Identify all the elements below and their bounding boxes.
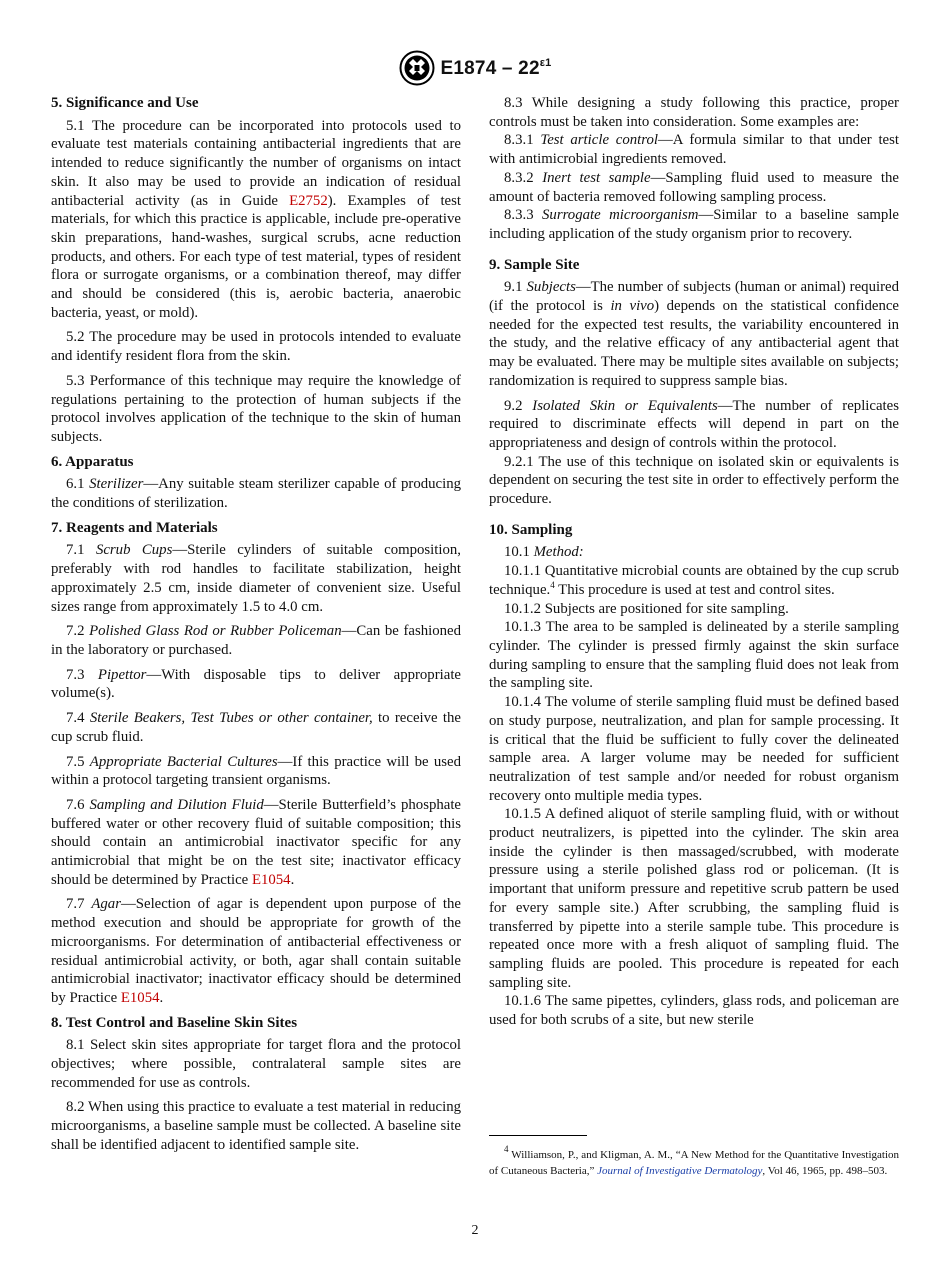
section-heading-6: 6. Apparatus bbox=[51, 453, 134, 470]
paragraph-10-1: 10.1 Method: bbox=[504, 544, 584, 561]
paragraph-8-3-2: 8.3.2 Inert test sample—Sampling fluid used to measure the amount of bacteria removed following sampling process. bbox=[489, 169, 899, 205]
paragraph-5-3: 5.3 Performance of this technique may require the knowledge of regulations pertaining to the protection of human subjects if the protocol involves application of the technique to the skin of human subjects. bbox=[51, 372, 461, 445]
section-heading-9: 9. Sample Site bbox=[489, 256, 580, 273]
link-e1054[interactable]: E1054 bbox=[251, 871, 291, 888]
paragraph-7-2: 7.2 Polished Glass Rod or Rubber Policeman—Can be fashioned in the laboratory or purchased. bbox=[51, 623, 461, 658]
footnote-4: $^4$ Williamson, P., and Kligman, A. M., “A New Method for the Quantitative Investigation of Cutaneous Bacteria,” Journal of Investigative Dermatology, Vol 46, 1965, pp. 498–503. bbox=[489, 1144, 899, 1177]
standard-designation: $E1874 - 22^{\varepsilon 1}$ bbox=[440, 56, 552, 79]
paragraph-8-3: 8.3 While designing a study following this practice, proper controls must be taken into consideration. Some examples are: bbox=[489, 95, 899, 130]
journal-link[interactable]: Journal of Investigative Dermatology bbox=[597, 1164, 763, 1177]
paragraph-10-1-1: 10.1.1 Quantitative microbial counts are obtained by the cup scrub technique.$^4$ This procedure is used at test and control sites. bbox=[489, 563, 899, 598]
paragraph-10-1-2: 10.1.2 Subjects are positioned for site sampling. bbox=[504, 600, 789, 617]
paragraph-8-3-3: 8.3.3 Surrogate microorganism—Similar to a baseline sample including application of the study organism prior to recovery. bbox=[489, 207, 899, 242]
page-header bbox=[0, 50, 950, 91]
paragraph-10-1-3: 10.1.3 The area to be sampled is delineated by a sterile sampling cylinder. The cylinder is pressed firmly against the skin surface during sampling to ensure that the sampling fluid does not leak from the sampling site. bbox=[489, 619, 899, 692]
paragraph-8-2: 8.2 When using this practice to evaluate a test material in reducing microorganisms, a baseline sample must be collected. A baseline site shall be identified adjacent to identified sample site. bbox=[51, 1099, 461, 1153]
paragraph-9-2: 9.2 Isolated Skin or Equivalents—The number of replicates required to discriminate effects will depend in part on the appropriateness and design of controls within the protocol. bbox=[489, 397, 899, 451]
paragraph-5-1: 5.1 The procedure can be incorporated into protocols used to evaluate test materials containing antibacterial ingredients that are intended to reduce significantly the number of organisms on intact skin. It also may be used to provide an indication of residual antibacterial activity (as in Guide E2752). Examples of test materials, for which this practice is applicable, include pre-operative skin preparations, hand-washes, surgical scrubs, acne reduction products, and others. For each type of test material, types of resident flora or surrogate organisms, or a combination thereof, may differ and should be considered (this is, aerobic bacteria, anaerobic bacteria, yeast, or mold). bbox=[51, 117, 461, 321]
section-heading-8: 8. Test Control and Baseline Skin Sites bbox=[51, 1014, 298, 1031]
paragraph-6-1: 6.1 Sterilizer—Any suitable steam sterilizer capable of producing the conditions of sterilization. bbox=[51, 476, 461, 512]
paragraph-10-1-4: 10.1.4 The volume of sterile sampling fluid must be defined based on study purpose, neutralization, and plan for sample processing. It is critical that the fluid be sufficient to fully cover the delineated sample area. A larger volume may be needed for sufficient neutralization of test sample and/or needed for robust organism recovery onto multiple media types. bbox=[489, 694, 899, 804]
paragraph-7-3: 7.3 Pipettor—With disposable tips to deliver appropriate volume(s). bbox=[51, 666, 461, 702]
link-e1054[interactable]: E1054 bbox=[120, 989, 160, 1006]
paragraph-7-4: 7.4 Sterile Beakers, Test Tubes or other container, to receive the cup scrub fluid. bbox=[51, 710, 461, 745]
left-column bbox=[51, 94, 461, 1161]
astm-logo-icon bbox=[399, 50, 435, 86]
paragraph-9-2-1: 9.2.1 The use of this technique on isolated skin or equivalents is dependent on securing the test site in order to effectively perform the procedure. bbox=[489, 453, 899, 508]
paragraph-10-1-5: 10.1.5 A defined aliquot of sterile sampling fluid, with or without product neutralizers, is pipetted into the cylinder. The skin area inside the cylinder is then massaged/scrubbed, with moderate pressure using a sterile polished glass rod or policeman. (It is important that uniform pressure and repetitive scrub pattern be used for every sample site.) After scrubbing, the sampling fluid is transferred by pipette into a sterile sample tube. This procedure is repeated once more with a fresh aliquot of sampling fluid. The sampling fluids are pooled. This procedure is repeated for each sampling site. bbox=[489, 806, 899, 991]
paragraph-7-1: 7.1 Scrub Cups—Sterile cylinders of suitable composition, preferably with rod handles to facilitate stabilization, height approximately 2.5 cm, inside diameter of convenient size. Useful sizes range from approximately 1.5 to 4.0 cm. bbox=[51, 542, 461, 615]
section-heading-5: 5. Significance and Use bbox=[51, 95, 199, 111]
link-e2752[interactable]: E2752 bbox=[289, 192, 328, 209]
paragraph-8-3-1: 8.3.1 Test article control—A formula similar to that under test with antimicrobial ingredients removed. bbox=[489, 132, 899, 168]
footnote-ref-4[interactable]: 4 bbox=[550, 579, 555, 590]
paragraph-5-2: 5.2 The procedure may be used in protocols intended to evaluate and identify resident flora from the skin. bbox=[51, 329, 461, 365]
paragraph-9-1: 9.1 Subjects—The number of subjects (human or animal) required (if the protocol is in vivo) depends on the statistical confidence needed for the expected test results, the variability encountered in the study, and the relative efficacy of any antibacterial agent that may be evaluated. There may be multiple sites available on subjects; randomization is required to suppress sample bias. bbox=[489, 279, 899, 389]
paragraph-10-1-6: 10.1.6 The same pipettes, cylinders, glass rods, and policeman are used for both scrubs of a site, but new sterile bbox=[489, 993, 899, 1029]
right-column bbox=[489, 94, 899, 1030]
footnote-divider bbox=[489, 1135, 587, 1136]
paragraph-7-7: 7.7 Agar—Selection of agar is dependent upon purpose of the method execution and should be appropriate for growth of the microorganisms. For determination of antibacterial effectiveness or residual antimicrobial activity, or both, agar shall contain suitable antimicrobial inactivator; inactivator efficacy should be determined by Practice E1054. bbox=[51, 896, 461, 1006]
paragraph-8-1: 8.1 Select skin sites appropriate for target flora and the protocol objectives; where possible, contralateral sample sites are recommended for use as controls. bbox=[51, 1037, 461, 1091]
section-heading-7: 7. Reagents and Materials bbox=[51, 519, 218, 536]
section-heading-10: 10. Sampling bbox=[489, 521, 573, 538]
paragraph-7-6: 7.6 Sampling and Dilution Fluid—Sterile Butterfield’s phosphate buffered water or other recovery fluid of suitable composition; this should contain an antimicrobial inactivator specific for any antimicrobial that might be on the test site; inactivator efficacy should be determined by Practice E1054. bbox=[51, 796, 461, 888]
designation-superscript: ε1 bbox=[539, 56, 552, 69]
page-number: 2 bbox=[471, 1223, 479, 1238]
paragraph-7-5: 7.5 Appropriate Bacterial Cultures—If this practice will be used within a protocol targeting transient organisms. bbox=[51, 753, 461, 789]
